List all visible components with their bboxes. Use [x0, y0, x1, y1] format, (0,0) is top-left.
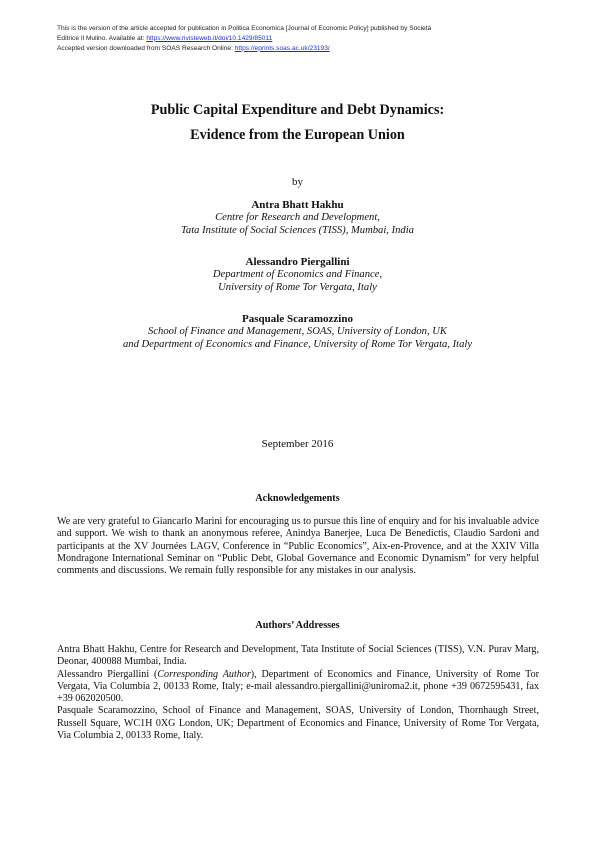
acknowledgements-heading: Acknowledgements: [255, 493, 340, 504]
publication-note-text: Editrice Il Mulino. Available at:: [57, 34, 147, 42]
eprints-link[interactable]: https://eprints.soas.ac.uk/23193/: [234, 44, 330, 52]
address-entry: Antra Bhatt Hakhu, Centre for Research and Development, Tata Institute of Social Sciences (TISS), V.N. Purav Marg, Deonar, 400088 Mumbai, India.: [57, 644, 539, 668]
paper-date: September 2016: [261, 438, 334, 450]
author-affiliation: University of Rome Tor Vergata, Italy: [218, 282, 377, 293]
paper-title-line-2: Evidence from the European Union: [190, 127, 405, 143]
author-block: [60, 313, 535, 351]
publication-note-line: [57, 44, 547, 54]
addresses-heading: Authors’ Addresses: [255, 620, 340, 631]
publication-note-line: This is the version of the article accepted for publication in Politica Economica [Journal of Economic Policy] published by Società: [57, 25, 432, 32]
author-name: Pasquale Scaramozzino: [242, 313, 353, 325]
publication-note-text: Accepted version downloaded from SOAS Research Online:: [57, 44, 235, 52]
acknowledgements-text: [57, 516, 539, 577]
address-entry: [57, 669, 539, 706]
publication-note: [57, 24, 547, 53]
address-details: ), Department of Economics and Finance, University of Rome Tor Vergata, Via Columbia 2, 00133 Rome, Italy; e-mail alessandro.piergallini@uniroma2.it, phone +39 0672595431, fax +39 062020500.: [57, 668, 539, 705]
doi-link[interactable]: https://www.rivisteweb.it/doi/10.1429/85011: [146, 34, 273, 42]
author-affiliation: School of Finance and Management, SOAS, University of London, UK: [148, 326, 447, 337]
author-name: Alessandro Piergallini: [245, 256, 350, 268]
author-affiliation: Tata Institute of Social Sciences (TISS), Mumbai, India: [181, 225, 414, 236]
author-affiliation: and Department of Economics and Finance, University of Rome Tor Vergata, Italy: [122, 339, 473, 350]
author-block: [60, 199, 535, 237]
corresponding-author-label: Corresponding Author: [157, 668, 251, 680]
author-affiliation: Centre for Research and Development,: [215, 212, 380, 223]
publication-note-line: [57, 34, 547, 44]
author-affiliation: Department of Economics and Finance,: [212, 269, 383, 280]
address-name: Alessandro Piergallini (: [57, 668, 158, 680]
paper-title-line-1: Public Capital Expenditure and Debt Dynamics:: [150, 102, 445, 118]
author-name: Antra Bhatt Hakhu: [251, 199, 344, 211]
by-label: by: [292, 176, 303, 188]
addresses-text: [57, 644, 539, 742]
acknowledgements-paragraph: We are very grateful to Giancarlo Marini for encouraging us to pursue this line of enquiry and for his invaluable advice and support. We wish to thank an anonymous referee, Anindya Banerjee, Luca De Benedictis, Claudio Sardoni and participants at the XV Journées LAGV, Conference in “Public Economics”, Aix-en-Provence, and at the XXIV Villa Mondragone International Seminar on “Public Debt, Global Governance and Economic Dynamism” for very helpful comments and discussions. We remain fully responsible for any mistakes in our analysis.: [57, 516, 539, 577]
address-entry: Pasquale Scaramozzino, School of Finance and Management, SOAS, University of London, Thornhaugh Street, Russell Square, WC1H 0XG London, UK; Department of Economics and Finance, University of Rome Tor Vergata, Via Columbia 2, 00133 Rome, Italy.: [57, 705, 539, 742]
author-block: [60, 256, 535, 294]
